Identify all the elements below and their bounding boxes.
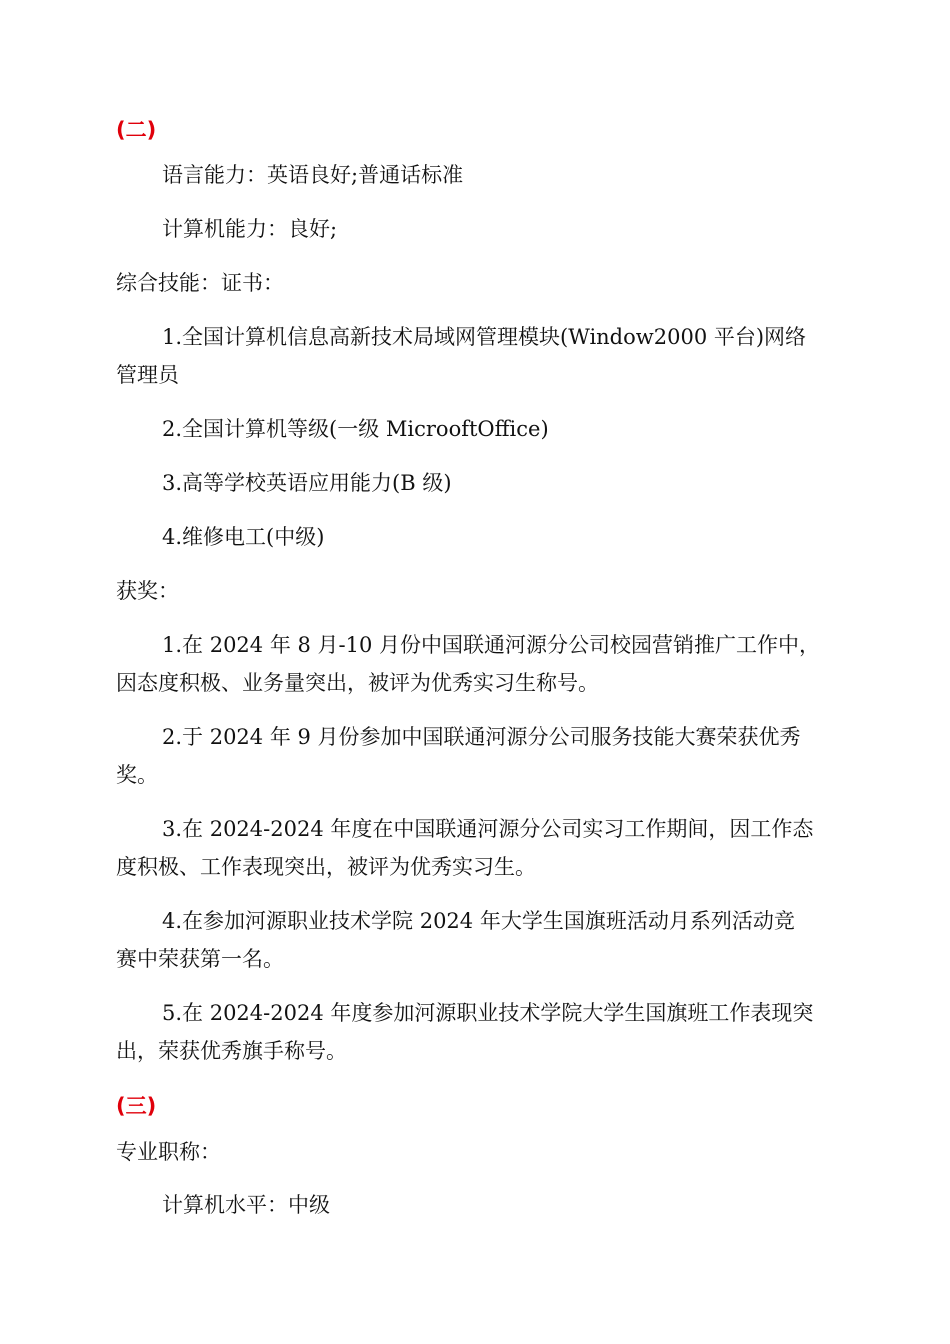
- section-heading-2: (二): [116, 118, 157, 142]
- certificate-3: 3.高等学校英语应用能力(B 级): [162, 471, 452, 495]
- skills-label: 综合技能：证书：: [116, 271, 284, 295]
- certificate-4: 4.维修电工(中级): [162, 525, 325, 549]
- language-ability: 语言能力：英语良好;普通话标准: [162, 163, 464, 187]
- certificate-1-line1: 1.全国计算机信息高新技术局域网管理模块(Window2000 平台)网络: [162, 325, 807, 349]
- award-1-line2: 因态度积极、业务量突出，被评为优秀实习生称号。: [116, 671, 599, 695]
- awards-label: 获奖：: [116, 579, 179, 603]
- award-1-line1: 1.在 2024 年 8 月-10 月份中国联通河源分公司校园营销推广工作中，: [162, 633, 821, 657]
- award-3-line1: 3.在 2024-2024 年度在中国联通河源分公司实习工作期间，因工作态: [162, 817, 814, 841]
- certificate-2: 2.全国计算机等级(一级 MicrooftOffice): [162, 417, 549, 441]
- award-4-line1: 4.在参加河源职业技术学院 2024 年大学生国旗班活动月系列活动竞: [162, 909, 795, 933]
- certificate-1-line2: 管理员: [116, 363, 179, 387]
- award-2-line1: 2.于 2024 年 9 月份参加中国联通河源分公司服务技能大赛荣获优秀: [162, 725, 801, 749]
- award-3-line2: 度积极、工作表现突出，被评为优秀实习生。: [116, 855, 536, 879]
- section-heading-3: (三): [116, 1094, 157, 1118]
- professional-title-label: 专业职称：: [116, 1140, 221, 1164]
- award-4-line2: 赛中荣获第一名。: [116, 947, 284, 971]
- award-5-line1: 5.在 2024-2024 年度参加河源职业技术学院大学生国旗班工作表现突: [162, 1001, 814, 1025]
- award-2-line2: 奖。: [116, 763, 158, 787]
- computer-ability: 计算机能力：良好;: [162, 217, 338, 241]
- computer-level: 计算机水平：中级: [162, 1193, 330, 1217]
- award-5-line2: 出，荣获优秀旗手称号。: [116, 1039, 347, 1063]
